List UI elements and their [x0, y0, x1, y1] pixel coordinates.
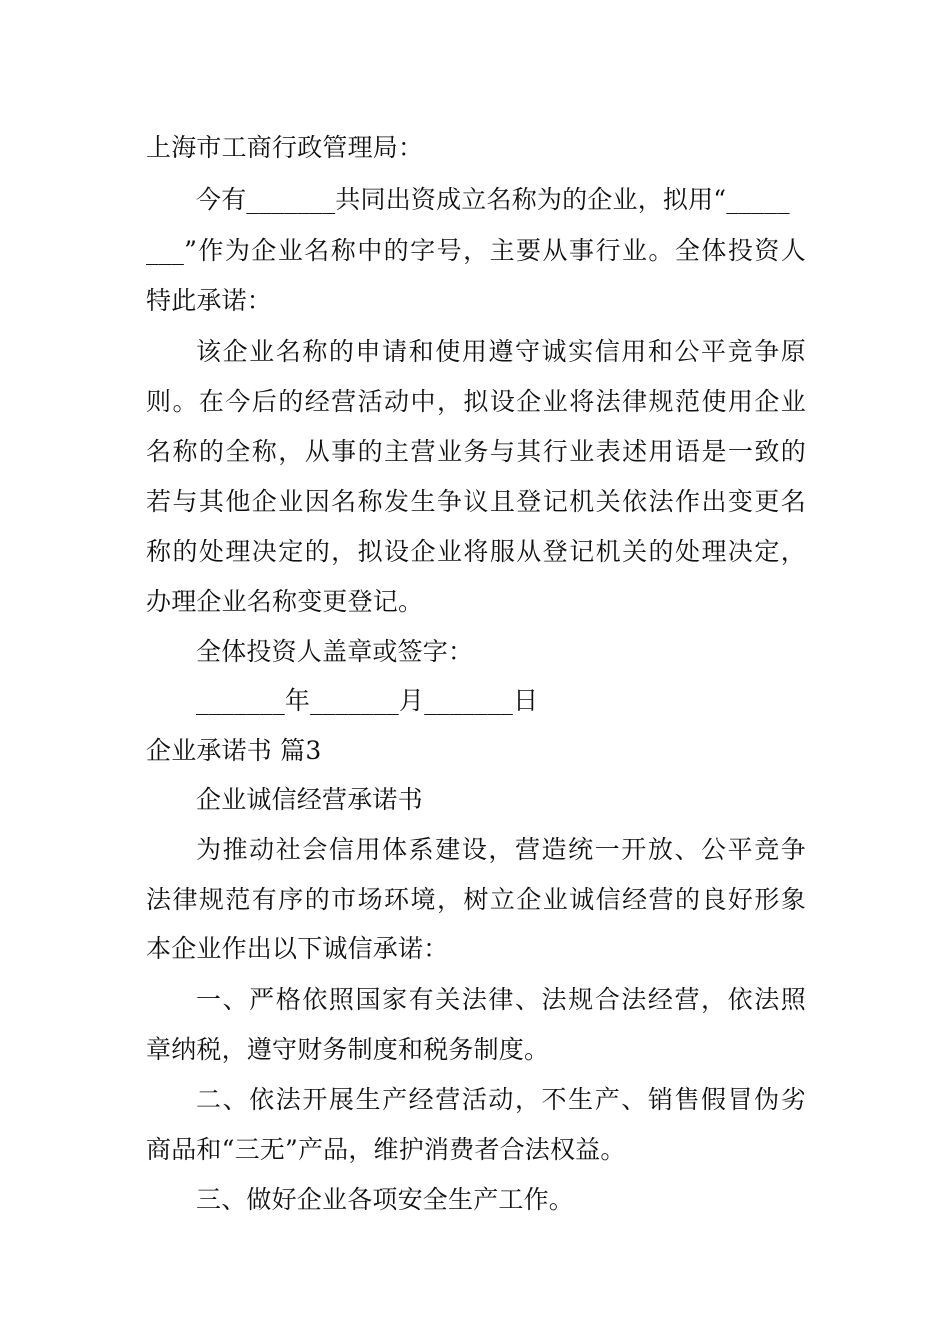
paragraph-line: 特此承诺：	[146, 286, 273, 315]
subtitle: 企业诚信经营承诺书	[196, 785, 423, 814]
paragraph-line: 办理企业名称变更登记。	[146, 587, 424, 616]
list-item: 商品和“三无”产品，维护消费者合法权益。	[146, 1135, 626, 1164]
date-line: _______年_______月_______日	[196, 686, 539, 715]
paragraph-line: 今有_______共同出资成立名称为的企业，拟用“_____	[196, 185, 790, 214]
addressee: 上海市工商行政管理局：	[146, 133, 424, 162]
section-title: 企业承诺书 篇3	[146, 736, 322, 765]
paragraph-line: 名称的全称，从事的主营业务与其行业表述用语是一致的	[146, 437, 806, 466]
paragraph-line: 称的处理决定的，拟设企业将服从登记机关的处理决定，	[146, 537, 806, 566]
paragraph-line: 则。在今后的经营活动中，拟设企业将法律规范使用企业	[146, 387, 806, 416]
list-item: 章纳税，遵守财务制度和税务制度。	[146, 1035, 550, 1064]
list-item: 二、依法开展生产经营活动，不生产、销售假冒伪劣	[196, 1085, 806, 1114]
paragraph-line: 若与其他企业因名称发生争议且登记机关依法作出变更名	[146, 487, 806, 516]
paragraph-line: 该企业名称的申请和使用遵守诚实信用和公平竞争原	[196, 337, 806, 366]
paragraph-line: 为推动社会信用体系建设，营造统一开放、公平竞争	[196, 835, 806, 864]
list-item: 一、严格依照国家有关法律、法规合法经营，依法照	[196, 985, 806, 1014]
signature-label: 全体投资人盖章或签字：	[196, 637, 474, 666]
paragraph-line: 法律规范有序的市场环境，树立企业诚信经营的良好形象	[146, 885, 806, 914]
paragraph-line: 本企业作出以下诚信承诺：	[146, 934, 449, 963]
list-item: 三、做好企业各项安全生产工作。	[196, 1185, 575, 1214]
paragraph-line: ___”作为企业名称中的字号，主要从事行业。全体投资人	[146, 236, 806, 265]
